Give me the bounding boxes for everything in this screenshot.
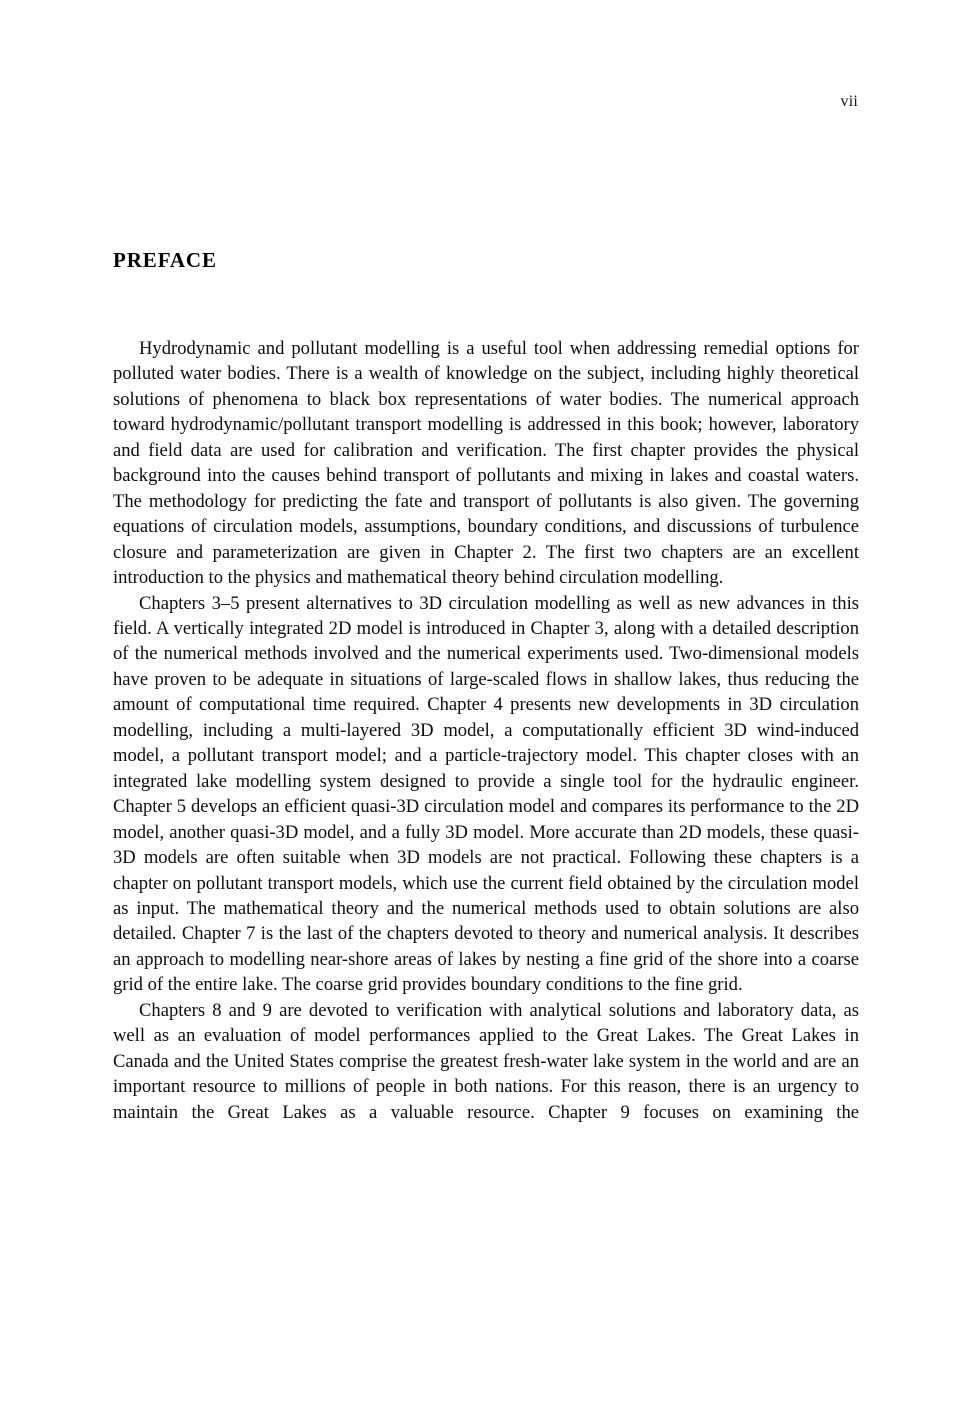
paragraph: Hydrodynamic and pollutant modelling is a useful tool when addressing remedial options for polluted water bodies. There is a wealth of knowledge on the subject, including highly theoretical solutions of phenomena to black box representations of water bodies. The numerical approach toward hydrodynamic/pollutant transport modelling is addressed in this book; however, laboratory and field data are used for calibration and verification. The first chapter provides the physical background into the causes behind transport of pollutants and mixing in lakes and coastal waters. The methodology for predicting the fate and transport of pollutants is also given. The governing equations of circulation models, assumptions, boundary conditions, and discussions of turbulence closure and parameterization are given in Chapter 2. The first two chapters are an excellent introduction to the physics and mathematical theory behind circulation modelling. [113, 338, 859, 589]
page-number: vii [840, 93, 858, 110]
body-text [113, 336, 859, 1125]
paragraph: Chapters 3–5 present alternatives to 3D circulation modelling as well as new advances in this field. A vertically integrated 2D model is introduced in Chapter 3, along with a detailed description of the numerical methods involved and the numerical experiments used. Two-dimensional models have proven to be adequate in situations of large-scaled flows in shallow lakes, thus reducing the amount of computational time required. Chapter 4 presents new developments in 3D circulation modelling, including a multi-layered 3D model, a computationally efficient 3D wind-induced model, a pollutant transport model; and a particle-trajectory model. This chapter closes with an integrated lake modelling system designed to provide a single tool for the hydraulic engineer. Chapter 5 develops an efficient quasi-3D circulation model and compares its performance to the 2D model, another quasi-3D model, and a fully 3D model. More accurate than 2D models, these quasi-3D models are often suitable when 3D models are not practical. Following these chapters is a chapter on pollutant transport models, which use the current field obtained by the circulation model as input. The mathematical theory and the numerical methods used to obtain solutions are also detailed. Chapter 7 is the last of the chapters devoted to theory and numerical analysis. It describes an approach to modelling near-shore areas of lakes by nesting a fine grid of the shore into a coarse grid of the entire lake. The coarse grid provides boundary conditions to the fine grid. [113, 592, 859, 996]
page-title: PREFACE [113, 248, 217, 273]
paragraph: Chapters 8 and 9 are devoted to verification with analytical solutions and laboratory data, as well as an evaluation of model performances applied to the Great Lakes. The Great Lakes in Canada and the United States comprise the greatest fresh-water lake system in the world and are an important resource to millions of people in both nations. For this reason, there is an urgency to maintain the Great Lakes as a valuable resource. Chapter 9 focuses on examining the [113, 999, 859, 1123]
